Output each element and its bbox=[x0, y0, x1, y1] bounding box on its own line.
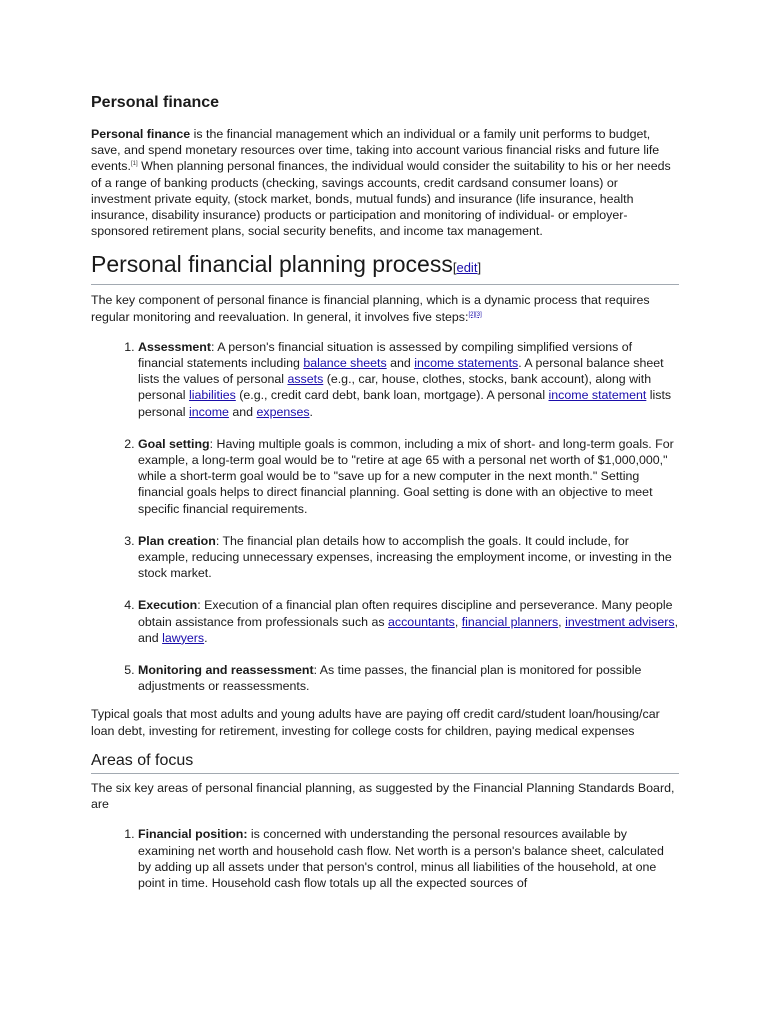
link-balance-sheets[interactable]: balance sheets bbox=[303, 356, 387, 371]
link-income[interactable]: income bbox=[188, 404, 229, 419]
planning-intro bbox=[91, 292, 679, 324]
planning-heading bbox=[91, 249, 679, 285]
link-liabilities[interactable]: liabilities bbox=[188, 388, 236, 403]
step-text: . A personal balance sheet lists the values of personal bbox=[138, 356, 664, 387]
focus-item-text: is concerned with understanding the personal resources available by examining net worth and household cash flow. Net worth is a person's balance sheet, calculated by adding up all assets under that person's control, minus all liabilities of the household, at one point in time. Household cash flow totals up all the expected sources of bbox=[138, 827, 664, 890]
planning-steps-list bbox=[91, 339, 679, 695]
planning-intro-text: The key component of personal finance is financial planning, which is a dynamic process that requires regular monitoring and reevaluation. In general, it involves five steps: bbox=[91, 293, 650, 324]
intro-bold-term: Personal finance bbox=[91, 127, 191, 141]
step-text: . bbox=[204, 630, 208, 645]
edit-link[interactable]: edit bbox=[456, 260, 478, 276]
link-lawyers[interactable]: lawyers bbox=[162, 630, 205, 645]
step-text: : Having multiple goals is common, including a mix of short- and long-term goals. For example, a long-term goal would be to "retire at age 65 with a personal net worth of $1,000,000," while a short-term goal would be to "save up for a new computer in the next month." Setting financial goals helps to direct financial planning. Goal setting is done with an objective to meet specific financial requirements. bbox=[138, 436, 674, 516]
intro-text-1: is the financial management which an individual or a family unit performs to budget, save, and spend monetary resources over time, taking into account various financial risks and future life events. bbox=[91, 127, 660, 174]
link-assets[interactable]: assets bbox=[287, 372, 324, 387]
focus-item-title: Financial position: bbox=[138, 827, 248, 842]
link-investment-advisers[interactable]: investment advisers bbox=[565, 614, 675, 629]
step-text: : As time passes, the financial plan is monitored for possible adjustments or reassessments. bbox=[138, 663, 642, 694]
step-title: Monitoring and reassessment bbox=[138, 663, 314, 678]
step-text: (e.g., credit card debt, bank loan, mortgage). A personal bbox=[235, 388, 549, 403]
step-text: : The financial plan details how to accomplish the goals. It could include, for example, reducing unnecessary expenses, increasing the employment income, or investing in the stock market. bbox=[138, 533, 672, 581]
step-text: lists personal bbox=[138, 388, 672, 419]
planning-heading-text: Personal financial planning process bbox=[91, 251, 453, 278]
link-accountants[interactable]: accountants bbox=[388, 614, 455, 629]
article-content bbox=[91, 92, 679, 907]
link-income-statements[interactable]: income statements bbox=[414, 356, 519, 371]
step-title: Execution bbox=[138, 598, 198, 613]
list-item bbox=[138, 436, 679, 517]
edit-bracket-open: [ bbox=[452, 260, 457, 276]
focus-list bbox=[91, 826, 679, 891]
step-text: , and bbox=[138, 614, 679, 645]
edit-bracket-close: ] bbox=[477, 260, 482, 276]
intro-reference[interactable]: [1] bbox=[130, 161, 138, 168]
list-item bbox=[138, 597, 679, 646]
step-text: : Execution of a financial plan often requires discipline and perseverance. Many people obtain assistance from professionals such as bbox=[138, 598, 673, 629]
step-title: Goal setting bbox=[138, 436, 210, 451]
list-item bbox=[138, 662, 679, 694]
link-expenses[interactable]: expenses bbox=[256, 404, 310, 419]
page-title: Personal finance bbox=[91, 94, 220, 111]
step-title: Plan creation bbox=[138, 533, 216, 548]
step-text: : A person's financial situation is assessed by compiling simplified versions of financial statements including bbox=[138, 339, 633, 371]
list-item bbox=[138, 533, 679, 582]
focus-intro: The six key areas of personal financial planning, as suggested by the Financial Planning Standards Board, are bbox=[91, 780, 675, 812]
step-text: . bbox=[309, 404, 313, 419]
intro-paragraph bbox=[91, 126, 679, 239]
link-financial-planners[interactable]: financial planners bbox=[461, 614, 559, 629]
step-title: Assessment bbox=[138, 339, 212, 354]
list-item bbox=[138, 339, 679, 420]
step-text: and bbox=[228, 404, 257, 419]
goals-paragraph: Typical goals that most adults and young adults have are paying off credit card/student loan/housing/car loan debt, investing for retirement, investing for college costs for children, paying medical expenses bbox=[91, 707, 660, 738]
list-item bbox=[138, 826, 679, 891]
link-income-statement[interactable]: income statement bbox=[548, 388, 647, 403]
step-text: and bbox=[386, 356, 415, 371]
planning-reference[interactable]: [2][3] bbox=[468, 311, 482, 318]
step-text: , bbox=[558, 614, 566, 629]
edit-section bbox=[453, 260, 481, 275]
step-text: , bbox=[454, 614, 462, 629]
focus-heading: Areas of focus bbox=[91, 751, 679, 774]
intro-text-2: When planning personal finances, the individual would consider the suitability to his or her needs of a range of banking products (checking, savings accounts, credit cardsand consumer loans) or investment private equity, (stock market, bonds, mutual funds) and insurance (life insurance, health insurance, disability insurance) products or participation and monitoring of individual- or employer-sponsored retirement plans, social security benefits, and income tax management. bbox=[91, 159, 671, 239]
step-text: (e.g., car, house, clothes, stocks, bank account), along with personal bbox=[138, 372, 652, 403]
